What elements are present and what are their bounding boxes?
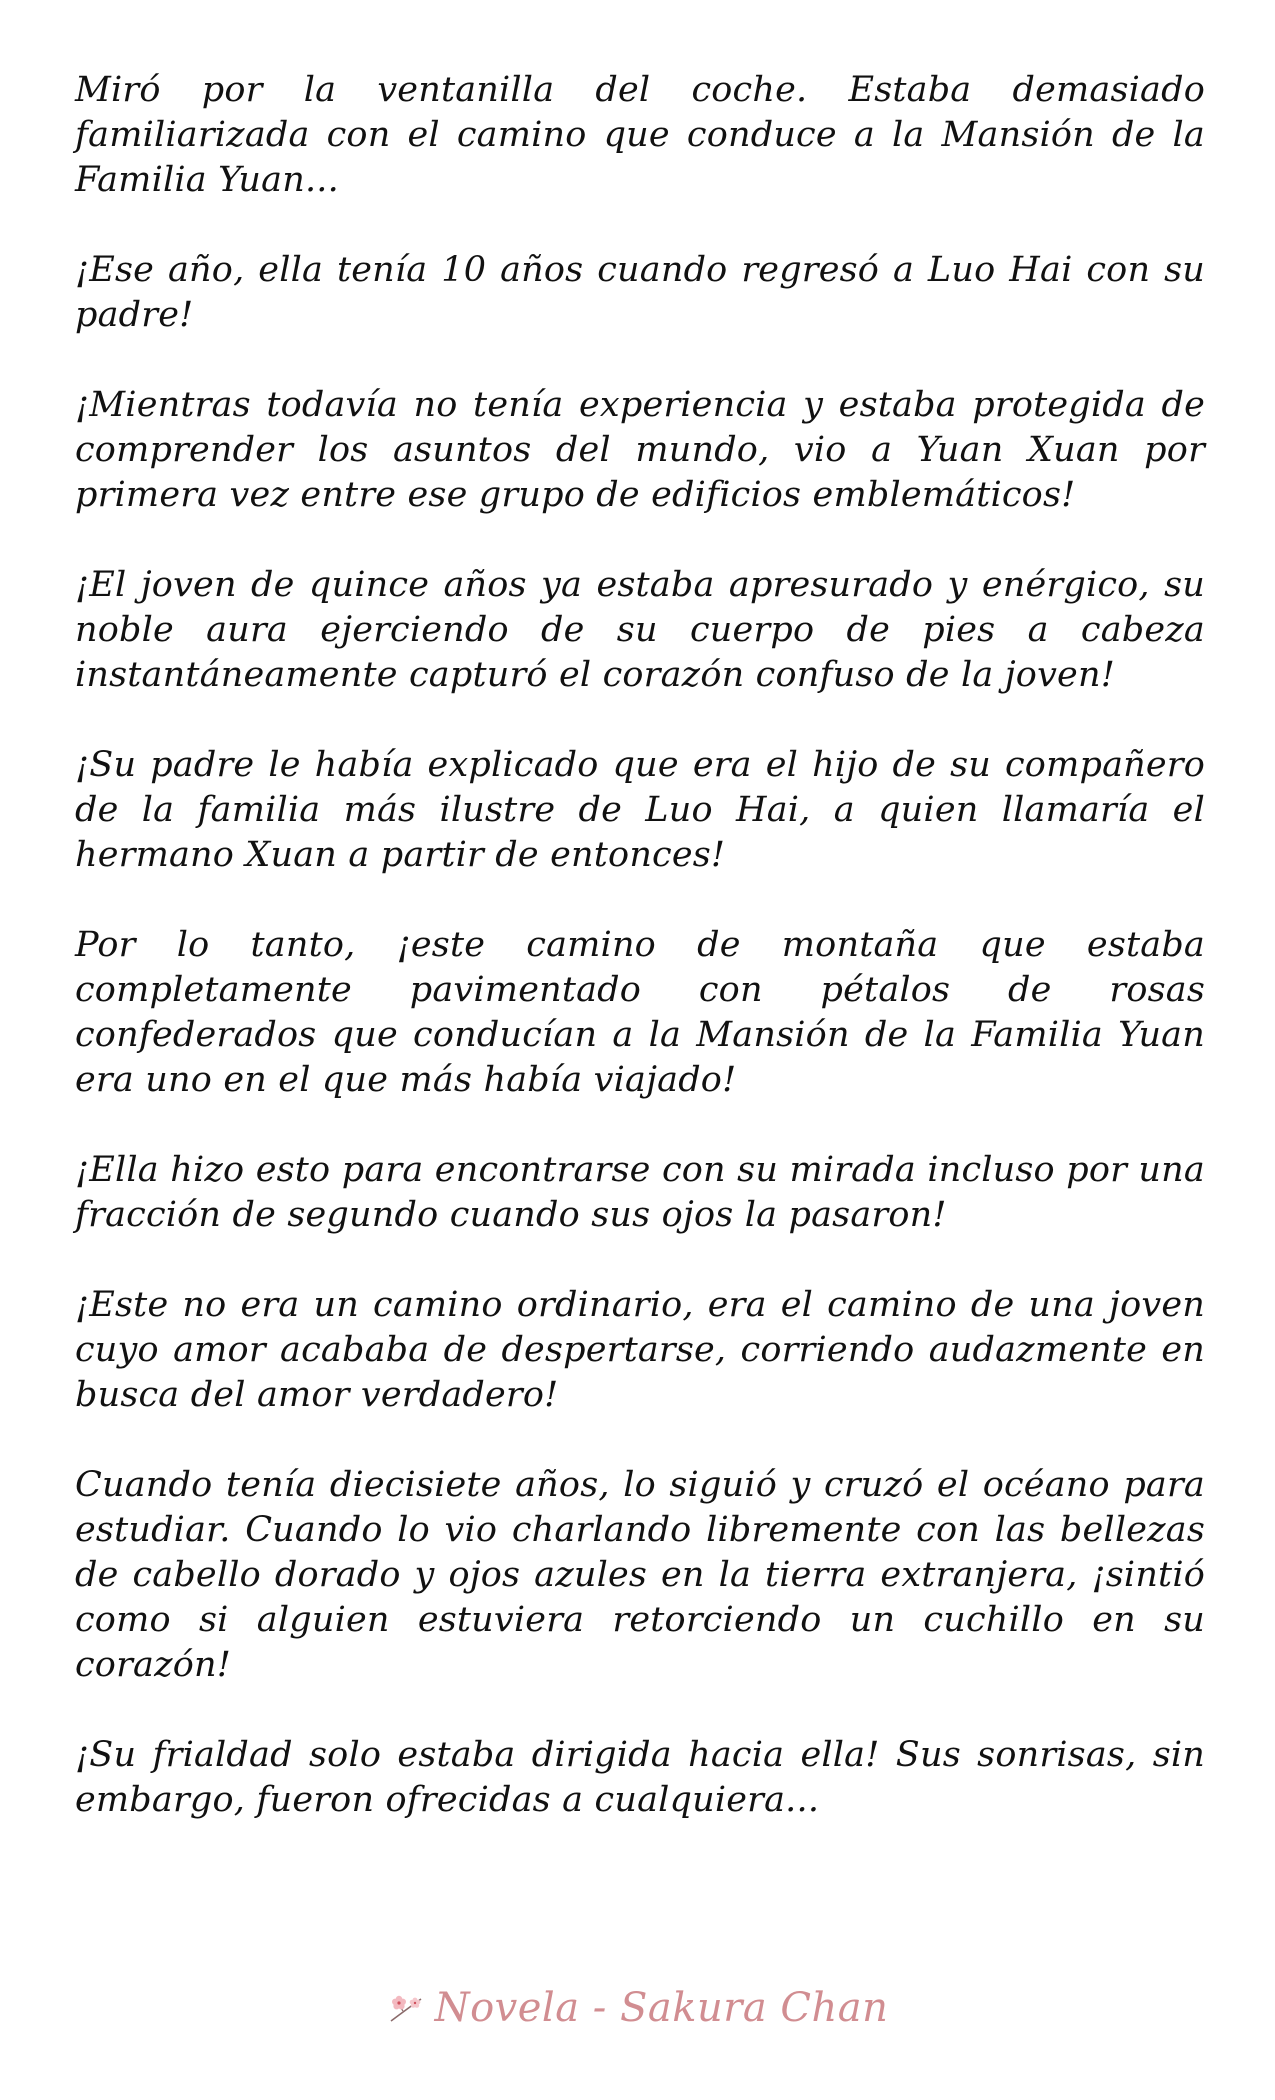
footer-text: Novela - Sakura Chan (434, 1985, 889, 2031)
paragraph-8: ¡Este no era un camino ordinario, era el camino de una joven cuyo amor acababa de despertarse, corriendo audazmente en busca del amor verdadero! (75, 1285, 1205, 1415)
paragraph-3: ¡Mientras todavía no tenía experiencia y estaba protegida de comprender los asuntos del mundo, vio a Yuan Xuan por primera vez entre ese grupo de edificios emblemáticos! (75, 385, 1205, 515)
paragraph-1: Miró por la ventanilla del coche. Estaba demasiado familiarizada con el camino que conduce a la Mansión de la Familia Yuan... (75, 70, 1205, 200)
paragraph-5: ¡Su padre le había explicado que era el hijo de su compañero de la familia más ilustre de Luo Hai, a quien llamaría el hermano Xuan a partir de entonces! (75, 745, 1205, 875)
sakura-blossom-icon (387, 1991, 427, 2025)
paragraph-4: ¡El joven de quince años ya estaba apresurado y enérgico, su noble aura ejerciendo de su cuerpo de pies a cabeza instantáneamente capturó el corazón confuso de la joven! (75, 565, 1205, 695)
paragraph-2: ¡Ese año, ella tenía 10 años cuando regresó a Luo Hai con su padre! (75, 250, 1205, 335)
footer-watermark (0, 1985, 1275, 2031)
document-body (75, 68, 1205, 1868)
paragraph-9: Cuando tenía diecisiete años, lo siguió y cruzó el océano para estudiar. Cuando lo vio charlando libremente con las bellezas de cabello dorado y ojos azules en la tierra extranjera, ¡sintió como si alguien estuviera retorciendo un cuchillo en su corazón! (75, 1465, 1205, 1685)
paragraph-7: ¡Ella hizo esto para encontrarse con su mirada incluso por una fracción de segundo cuando sus ojos la pasaron! (75, 1150, 1205, 1235)
paragraph-10: ¡Su frialdad solo estaba dirigida hacia ella! Sus sonrisas, sin embargo, fueron ofrecidas a cualquiera... (75, 1735, 1205, 1820)
footer-brand (387, 1985, 889, 2031)
paragraph-6: Por lo tanto, ¡este camino de montaña que estaba completamente pavimentado con pétalos de rosas confederados que conducían a la Mansión de la Familia Yuan era uno en el que más había viajado! (75, 925, 1205, 1100)
